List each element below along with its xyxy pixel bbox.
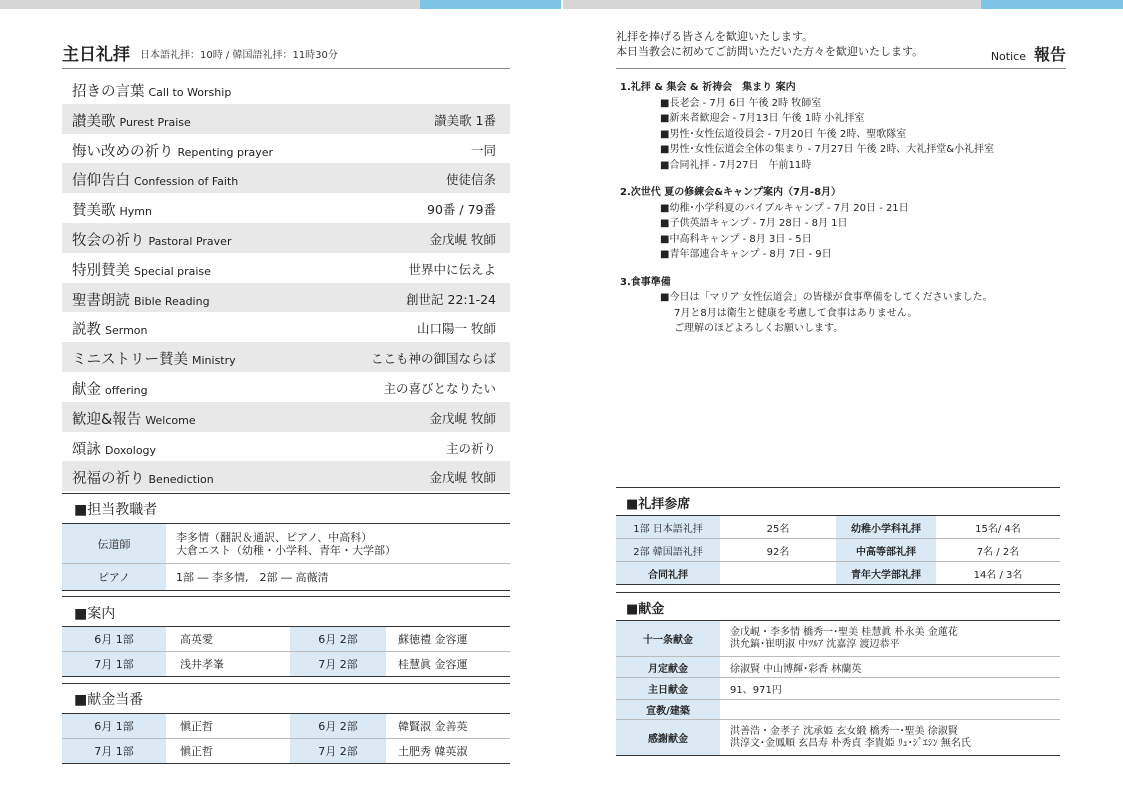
- guide-label: 7月 2部: [290, 652, 386, 677]
- worship-order-list: [62, 74, 510, 491]
- order-row: [62, 283, 510, 313]
- order-item-en: Sermon: [105, 324, 148, 338]
- order-item-ja: 歓迎&報告: [72, 411, 142, 428]
- order-row: [62, 74, 510, 104]
- attendance-value: 92名: [766, 546, 790, 558]
- duty-label: 7月 2部: [290, 739, 386, 764]
- order-row: [62, 134, 510, 164]
- intro-line: 本日当教会に初めてご訪問いただいた方々を歓迎いたします。: [616, 45, 924, 58]
- notice-item: ご理解のほどよろしくお願いします。: [674, 323, 844, 334]
- order-item-en: Purest Praise: [119, 115, 191, 129]
- order-row: [62, 193, 510, 223]
- order-item-en: Pastoral Praver: [148, 234, 232, 248]
- order-item-value: 90番 / 79番: [427, 202, 496, 218]
- order-row: [62, 163, 510, 193]
- worship-title: 主日礼拝: [62, 45, 130, 65]
- intro-line: 礼拝を捧げる皆さんを歓迎いたします。: [616, 30, 814, 43]
- order-item-en: offering: [105, 383, 148, 397]
- order-item-en: Doxology: [105, 443, 157, 457]
- attendance-value: 7名 / 2名: [976, 546, 1020, 558]
- order-item-en: Bible Reading: [134, 294, 210, 308]
- divider: [62, 596, 510, 597]
- order-item-ja: 特別賛美: [72, 262, 130, 279]
- attendance-value: [720, 562, 836, 585]
- order-row: [62, 432, 510, 462]
- table-row: [616, 720, 1060, 756]
- guide-table: [62, 626, 510, 677]
- worship-order-header: [62, 38, 510, 69]
- duty-value: 土肥秀 韓英淑: [398, 745, 468, 758]
- order-item-value: 金戊峴 牧師: [429, 410, 496, 426]
- donation-line: 徐淑賢 中山博輝･彩香 林蘭英: [730, 663, 862, 675]
- staff-section-title: ■担当教職者: [74, 502, 158, 518]
- table-row: [616, 678, 1060, 700]
- divider: [62, 493, 510, 494]
- top-bar-right-blue: [981, 0, 1123, 9]
- donation-label: 主日献金: [616, 678, 720, 700]
- attendance-label: 青年大学部礼拝: [836, 562, 936, 585]
- order-item-en: Welcome: [145, 413, 196, 427]
- duty-value: 韓賢淑 金善英: [398, 720, 468, 733]
- attendance-value: 25名: [766, 523, 790, 535]
- worship-times: 日本語礼拝：10時 / 韓国語礼拝：11時30分: [140, 50, 338, 61]
- notice-item: ■新来者歓迎会 - 7月13日 午後 1時 小礼拝室: [660, 113, 865, 124]
- notice-item: ■合同礼拝 - 7月27日 午前11時: [660, 159, 812, 171]
- table-row: [616, 621, 1060, 657]
- order-item-en: Confession of Faith: [134, 175, 239, 189]
- notice-tag-en: Notice: [990, 50, 1026, 63]
- donation-label: 感謝献金: [616, 720, 720, 756]
- staff-label: 伝道師: [62, 524, 166, 564]
- attendance-section-title: ■礼拝参席: [626, 497, 691, 512]
- notice-section-title: 3.食事準備: [620, 276, 671, 288]
- notice-item: ■男性･女性伝道役員会 - 7月20日 午後 2時、聖歌隊室: [660, 128, 907, 140]
- guide-value: 高英愛: [180, 633, 213, 646]
- order-item-value: 山口陽一 牧師: [417, 321, 496, 337]
- notice-section-title: 2.次世代 夏の修練会&キャンプ案内（7月-8月）: [620, 187, 842, 198]
- order-item-ja: ミニストリー賛美: [72, 352, 188, 369]
- table-row: [62, 652, 510, 677]
- duty-label: 7月 1部: [62, 739, 166, 764]
- staff-table: [62, 523, 510, 591]
- order-item-value: 金戊峴 牧師: [429, 231, 496, 247]
- duty-value: 愼正哲: [180, 720, 213, 733]
- guide-label: 7月 1部: [62, 652, 166, 677]
- guide-label: 6月 2部: [290, 627, 386, 652]
- order-item-ja: 讃美歌: [72, 113, 116, 130]
- donation-label: 宣教/建築: [616, 700, 720, 720]
- donation-line: 金戊峴・李多情 橋秀一･聖美 桂慧眞 朴永美 金蓮花: [730, 626, 958, 638]
- order-row: [62, 312, 510, 342]
- order-item-ja: 献金: [72, 381, 101, 398]
- attendance-label: 2部 韓国語礼拝: [616, 539, 720, 562]
- divider: [616, 592, 1060, 593]
- notice-tag: [991, 42, 1066, 65]
- order-item-ja: 牧会の祈り: [72, 232, 145, 249]
- attendance-value: 14名 / 3名: [973, 569, 1023, 581]
- order-row: [62, 104, 510, 134]
- order-item-value: 世界中に伝えよ: [408, 261, 496, 277]
- notice-intro: [616, 29, 923, 59]
- attendance-table: [616, 515, 1060, 585]
- order-item-value: 讃美歌 1番: [434, 112, 496, 128]
- duty-value: 愼正哲: [180, 745, 213, 758]
- attendance-label: 1部 日本語礼拝: [616, 516, 720, 539]
- table-row: [616, 539, 1060, 562]
- order-item-en: Hymn: [119, 205, 152, 219]
- order-item-value: 使徒信条: [445, 172, 496, 188]
- attendance-label: 幼稚小学科礼拝: [836, 516, 936, 539]
- order-row: [62, 402, 510, 432]
- order-row: [62, 342, 510, 372]
- order-item-en: Special praise: [134, 264, 211, 278]
- order-item-ja: 祝福の祈り: [72, 471, 145, 488]
- order-item-en: Ministry: [192, 354, 236, 368]
- attendance-label: 合同礼拝: [616, 562, 720, 585]
- donation-label: 十一条献金: [616, 621, 720, 657]
- table-row: [62, 627, 510, 652]
- donation-line: 洪善浩・金孝子 沈承姫 玄女緞 橋秀一･聖美 徐淑賢: [730, 725, 958, 737]
- order-item-value: 創世記 22:1-24: [406, 291, 496, 307]
- guide-value: 桂慧眞 金容運: [398, 658, 468, 671]
- order-row: [62, 372, 510, 402]
- offering-duty-table: [62, 713, 510, 764]
- order-item-ja: 招きの言葉: [72, 84, 145, 100]
- notice-item: ■子供英語キャンプ - 7月 28日 - 8月 1日: [660, 218, 848, 229]
- notice-body: [620, 80, 994, 337]
- table-row: [62, 564, 510, 591]
- top-bar-left-gray: [0, 0, 420, 9]
- notice-tag-ja: 報告: [1033, 45, 1066, 64]
- staff-line: 大倉エスト（幼稚・小学科、青年・大学部）: [176, 543, 396, 557]
- order-item-ja: 頌詠: [72, 441, 101, 458]
- duty-label: 6月 1部: [62, 714, 166, 739]
- table-row: [616, 657, 1060, 678]
- order-item-value: ここも神の御国ならば: [370, 351, 496, 367]
- table-row: [616, 516, 1060, 539]
- guide-value: 浅井孝峯: [180, 658, 224, 671]
- offering-duty-section-title: ■献金当番: [74, 692, 144, 708]
- order-row: [62, 253, 510, 283]
- notice-item: ■男性･女性伝道会全体の集まり - 7月27日 午後 2時、大礼拝堂&小礼拝室: [660, 144, 995, 155]
- donation-line: 洪允鎬･崔明淑 中ﾂﾙｱ 沈嘉淳 渡辺恭平: [730, 638, 900, 650]
- staff-line: 李多情（翻訳＆通訳、ピアノ、中高科）: [176, 530, 373, 544]
- notice-item: ■青年部連合キャンプ - 8月 7日 - 9日: [660, 249, 832, 260]
- top-bar-right-gray: [563, 0, 981, 9]
- guide-label: 6月 1部: [62, 627, 166, 652]
- order-item-ja: 信仰告白: [72, 173, 130, 190]
- order-item-value: 主の喜びとなりたい: [383, 380, 496, 396]
- table-row: [616, 700, 1060, 720]
- notice-item: ■幼稚･小学科夏のバイブルキャンプ - 7月 20日 - 21日: [660, 202, 909, 214]
- divider: [616, 487, 1060, 488]
- order-item-value: 主の祈り: [445, 440, 496, 456]
- notice-item: ■長老会 - 7月 6日 午後 2時 牧師室: [660, 97, 822, 109]
- table-row: [62, 714, 510, 739]
- order-item-value: 金戊峴 牧師: [429, 470, 496, 486]
- notice-section-title: 1.礼拝 & 集会 & 祈祷会 集まり 案内: [620, 82, 796, 93]
- order-item-en: Call to Worship: [148, 86, 232, 99]
- divider: [616, 68, 1066, 69]
- divider: [62, 683, 510, 684]
- order-item-value: 一同: [470, 142, 496, 158]
- top-bar-left-blue: [420, 0, 561, 9]
- table-row: [616, 562, 1060, 585]
- duty-label: 6月 2部: [290, 714, 386, 739]
- notice-item: ■中高科キャンプ - 8月 3日 - 5日: [660, 233, 812, 245]
- table-row: [62, 739, 510, 764]
- notice-item: 7月と8月は衛生と健康を考慮して食事はありません。: [674, 307, 918, 319]
- order-item-en: Benediction: [148, 473, 214, 487]
- order-row: [62, 223, 510, 253]
- donation-table: [616, 620, 1060, 756]
- table-row: [62, 524, 510, 564]
- notice-item: ■今日は「マリア 女性伝道会」の皆様が食事準備をしてくださいました。: [660, 292, 993, 303]
- donation-line: 洪淳文･金鳳順 玄昌寿 朴秀貞 李貴姫 ﾘｭ･ｼﾞｴｼﾝ 無名氏: [730, 737, 971, 749]
- order-item-ja: 悔い改めの祈り: [72, 143, 174, 160]
- staff-label: ピアノ: [62, 564, 166, 591]
- attendance-value: 15名/ 4名: [975, 523, 1021, 535]
- guide-section-title: ■案内: [74, 606, 116, 622]
- donation-section-title: ■献金: [626, 602, 665, 617]
- donation-line: [720, 700, 1060, 720]
- attendance-label: 中高等部礼拝: [836, 539, 936, 562]
- guide-value: 蘇徳禮 金容運: [398, 633, 468, 646]
- donation-line: 91、971円: [730, 685, 782, 696]
- order-item-ja: 説教: [72, 322, 101, 339]
- order-item-ja: 賛美歌: [72, 203, 116, 220]
- order-item-en: Repenting prayer: [177, 145, 274, 159]
- donation-label: 月定献金: [616, 657, 720, 678]
- staff-line: 1部 ― 李多情, 2部 ― 高薇清: [176, 571, 329, 584]
- order-row: [62, 461, 510, 491]
- order-item-ja: 聖書朗読: [72, 292, 130, 309]
